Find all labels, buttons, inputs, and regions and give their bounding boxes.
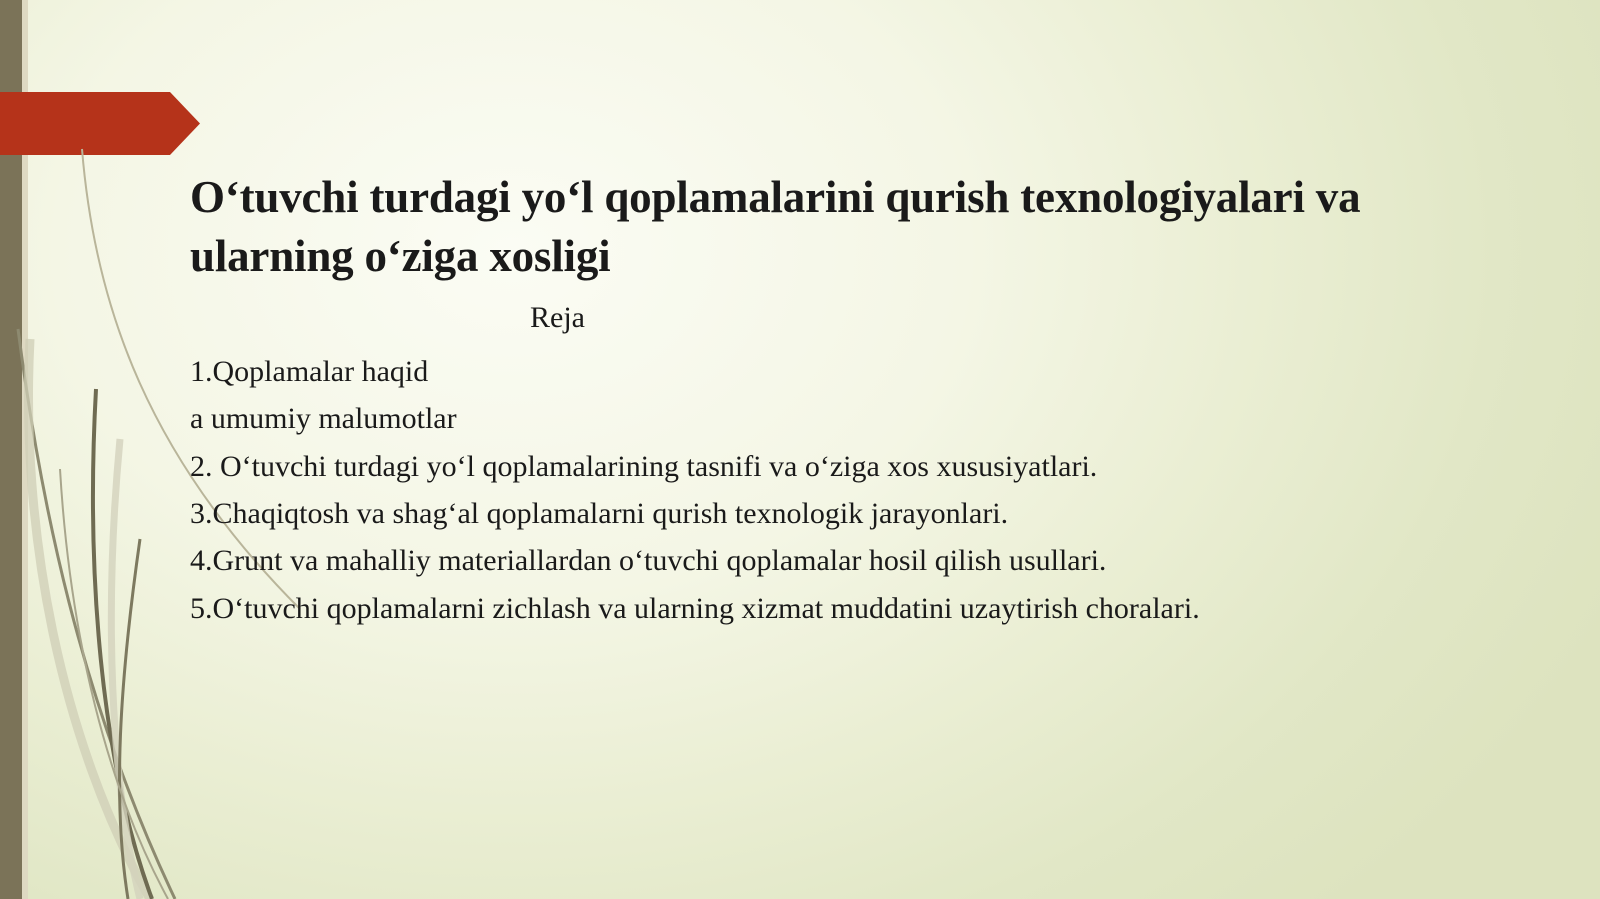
list-item: 2. O‘tuvchi turdagi yo‘l qoplamalarining tasnifi va o‘ziga xos xususiyatlari.	[190, 449, 1098, 483]
page-title: O‘tuvchi turdagi yo‘l qoplamalarini qurish texnologiyalari va ularning o‘ziga xosligi	[190, 172, 1361, 282]
subheading-reja: Reja	[530, 300, 585, 334]
list-item: 4.Grunt va mahalliy materiallardan o‘tuvchi qoplamalar hosil qilish usullari.	[190, 544, 1107, 578]
list-item: 3.Chaqiqtosh va shag‘al qoplamalarni qurish texnologik jarayonlari.	[190, 496, 1009, 530]
list-item: a umumiy malumotlar	[190, 402, 457, 436]
list-item: 1.Qoplamalar haqid	[190, 354, 429, 388]
slide-content	[190, 168, 1430, 632]
agenda-list	[190, 348, 1430, 632]
red-banner-shape	[0, 92, 200, 155]
list-item: 5.O‘tuvchi qoplamalarni zichlash va ularning xizmat muddatini uzaytirish choralari.	[190, 591, 1200, 625]
